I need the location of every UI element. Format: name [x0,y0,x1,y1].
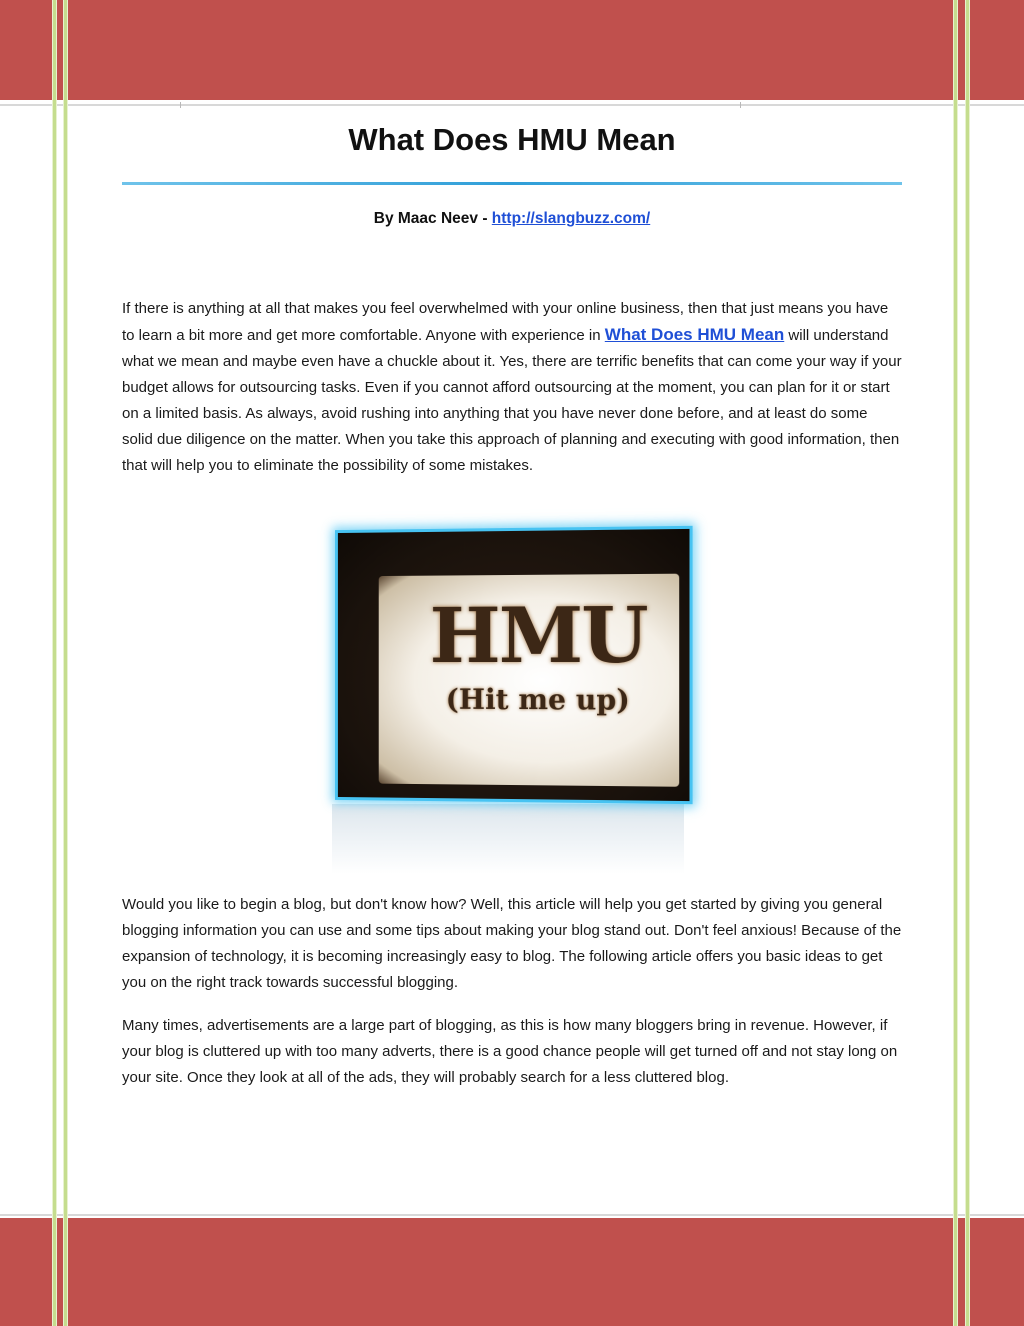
frame-line-left [53,0,56,1326]
keyword-link[interactable]: What Does HMU Mean [604,325,785,344]
hmu-sign-subtext: (Hit me up) [445,682,630,717]
bottom-banner [0,1218,1024,1326]
intro-paragraph [122,296,902,479]
top-divider-tick [740,102,741,108]
frame-line-right [966,0,969,1326]
frame-line-right-inner [954,0,957,1326]
advertising-paragraph: Many times, advertisements are a large part of blogging, as this is how many bloggers bring in revenue. However, if your blog is cluttered up with too many adverts, there is a good chance people will get turned off and not stay long on your site. Once they look at all of the ads, they will probably search for a less cluttered blog. [122,1017,898,1086]
hmu-image-frame [335,526,693,804]
frame-line-left-inner [64,0,67,1326]
hmu-image [332,528,690,874]
hmu-sign-text: HMU [429,590,647,681]
title-underline [122,182,902,185]
top-divider-tick [180,102,181,108]
blog-intro-paragraph: Would you like to begin a blog, but don't know how? Well, this article will help you get started by giving you general blogging information you can use and some tips about making your blog stand out. Don't feel anxious! Because of the expansion of technology, it is becoming increasingly easy to blog. The following article offers you basic ideas to get you on the right track towards successful blogging. [122,896,902,991]
page-title: What Does HMU Mean [348,122,676,157]
hmu-image-reflection [332,804,684,874]
byline-url-link[interactable]: http://slangbuzz.com/ [491,210,651,227]
intro-text-before: If there is anything at all that makes you feel overwhelmed with your online business, then that just means you have to learn a bit more and get more comfortable. Anyone with experience in [122,300,889,344]
byline [0,210,1024,228]
intro-text-after: will understand what we mean and maybe even have a chuckle about it. Yes, there are terrific benefits that can come your way if your budget allows for outsourcing tasks. Even if you cannot afford outsourcing at the moment, you can plan for it or start on a limited basis. As always, avoid rushing into anything that you have never done before, and at least do some solid due diligence on the matter. When you take this approach of planning and executing with good information, then that will help you to eliminate the possibility of some mistakes. [122,327,902,474]
byline-author: By Maac Neev - [373,210,492,227]
top-divider-line [0,104,1024,106]
bottom-divider-line [0,1214,1024,1216]
top-banner [0,0,1024,100]
